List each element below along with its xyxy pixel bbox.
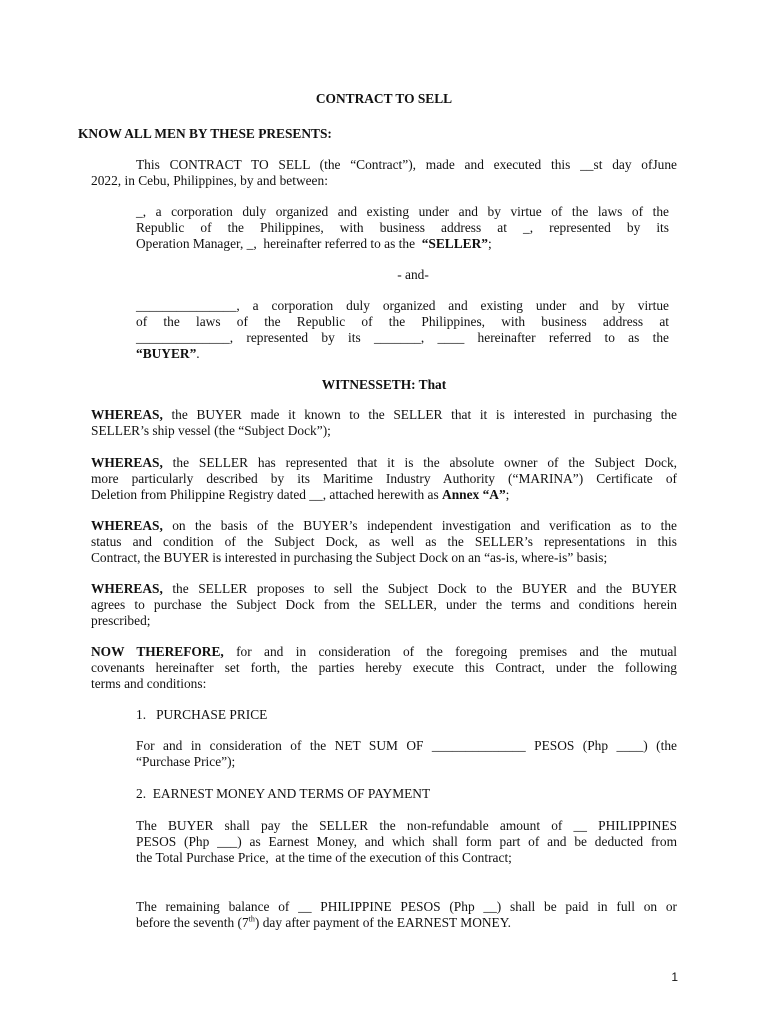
section-2-p2-line-2-text: before the seventh (7 [136, 915, 249, 930]
buyer-term: “BUYER” [136, 346, 197, 361]
whereas-4-line-2: agrees to purchase the Subject Dock from the SELLER, under the terms and conditions herein [91, 597, 677, 612]
whereas-4-text: the SELLER proposes to sell the Subject Dock to the BUYER and the BUYER [162, 581, 677, 596]
section-1-line-1: For and in consideration of the NET SUM OF ______________ PESOS (Php ____) (the [136, 738, 677, 753]
section-2-p1-line-1: The BUYER shall pay the SELLER the non-refundable amount of __ PHILIPPINES [136, 818, 677, 833]
section-2-p2-line-2-end: ) day after payment of the EARNEST MONEY. [254, 915, 512, 930]
now-therefore-line-1 [91, 644, 677, 660]
section-2-heading: 2. EARNEST MONEY AND TERMS OF PAYMENT [136, 786, 431, 801]
whereas-3-line-1 [91, 518, 677, 534]
ordinal-suffix: th [248, 914, 255, 924]
now-therefore-line-3: terms and conditions: [91, 676, 207, 691]
whereas-1-text: the BUYER made it known to the SELLER that it is interested in purchasing the [162, 407, 677, 422]
whereas-2-line-2: more particularly described by its Maritime Industry Authority (“MARINA”) Certificate of [91, 471, 677, 486]
whereas-4-line-1 [91, 581, 677, 597]
annex-a-reference: Annex “A” [442, 487, 506, 502]
whereas-2-line-1 [91, 455, 677, 471]
section-2-p2-line-1: The remaining balance of __ PHILIPPINE PESOS (Php __) shall be paid in full on or [136, 899, 677, 914]
buyer-line-4-end: . [196, 346, 200, 361]
document-title: CONTRACT TO SELL [315, 91, 453, 106]
whereas-2-line-3-text: Deletion from Philippine Registry dated __, attached herewith as [91, 487, 443, 502]
whereas-1-line-2: SELLER’s ship vessel (the “Subject Dock”); [91, 423, 331, 438]
whereas-3-line-3: Contract, the BUYER is interested in purchasing the Subject Dock on an “as-is, where-is” basis; [91, 550, 608, 565]
whereas-1-line-1 [91, 407, 677, 423]
witnesseth-heading: WITNESSETH: That [321, 377, 447, 392]
seller-line-2: Republic of the Philippines, with business address at _, represented by its [136, 220, 669, 235]
seller-line-3-text: Operation Manager, _, hereinafter referred to as the [136, 236, 422, 251]
section-2-p1-line-3: the Total Purchase Price, at the time of the execution of this Contract; [136, 850, 512, 865]
section-1-line-2: “Purchase Price”); [136, 754, 236, 769]
seller-term: “SELLER” [421, 236, 488, 251]
seller-line-1: _, a corporation duly organized and existing under and by virtue of the laws of the [136, 204, 669, 219]
whereas-2-text: the SELLER has represented that it is the absolute owner of the Subject Dock, [162, 455, 677, 470]
now-therefore-line-2: covenants hereinafter set forth, the parties hereby execute this Contract, under the following [91, 660, 677, 675]
seller-line-3 [136, 236, 492, 252]
know-all-heading: KNOW ALL MEN BY THESE PRESENTS: [78, 126, 332, 141]
whereas-4-line-3: prescribed; [91, 613, 151, 628]
buyer-line-3: ______________, represented by its _______, ____ hereinafter referred to as the [136, 330, 669, 345]
section-1-heading: 1. PURCHASE PRICE [136, 707, 268, 722]
buyer-line-2: of the laws of the Republic of the Philippines, with business address at [136, 314, 669, 329]
whereas-2-label: WHEREAS, [91, 455, 163, 470]
whereas-3-line-2: status and condition of the Subject Dock, as well as the SELLER’s representations in this [91, 534, 677, 549]
whereas-3-label: WHEREAS, [91, 518, 163, 533]
and-separator: - and- [397, 267, 429, 282]
section-2-p2-line-2 [136, 915, 511, 931]
whereas-2-line-3-end: ; [505, 487, 510, 502]
seller-line-3-end: ; [487, 236, 492, 251]
whereas-2-line-3 [91, 487, 509, 503]
intro-line-1: This CONTRACT TO SELL (the “Contract”), made and executed this __st day ofJune [136, 157, 677, 172]
section-2-p1-line-2: PESOS (Php ___) as Earnest Money, and which shall form part of and be deducted from [136, 834, 677, 849]
buyer-line-4 [136, 346, 200, 362]
whereas-3-text: on the basis of the BUYER’s independent investigation and verification as to the [162, 518, 677, 533]
whereas-1-label: WHEREAS, [91, 407, 163, 422]
intro-line-2: 2022, in Cebu, Philippines, by and between: [91, 173, 328, 188]
whereas-4-label: WHEREAS, [91, 581, 163, 596]
page-number: 1 [671, 970, 678, 984]
now-therefore-label: NOW THEREFORE, [91, 644, 224, 659]
now-therefore-text: for and in consideration of the foregoing premises and the mutual [223, 644, 678, 659]
buyer-line-1: _______________, a corporation duly organized and existing under and by virtue [136, 298, 669, 313]
